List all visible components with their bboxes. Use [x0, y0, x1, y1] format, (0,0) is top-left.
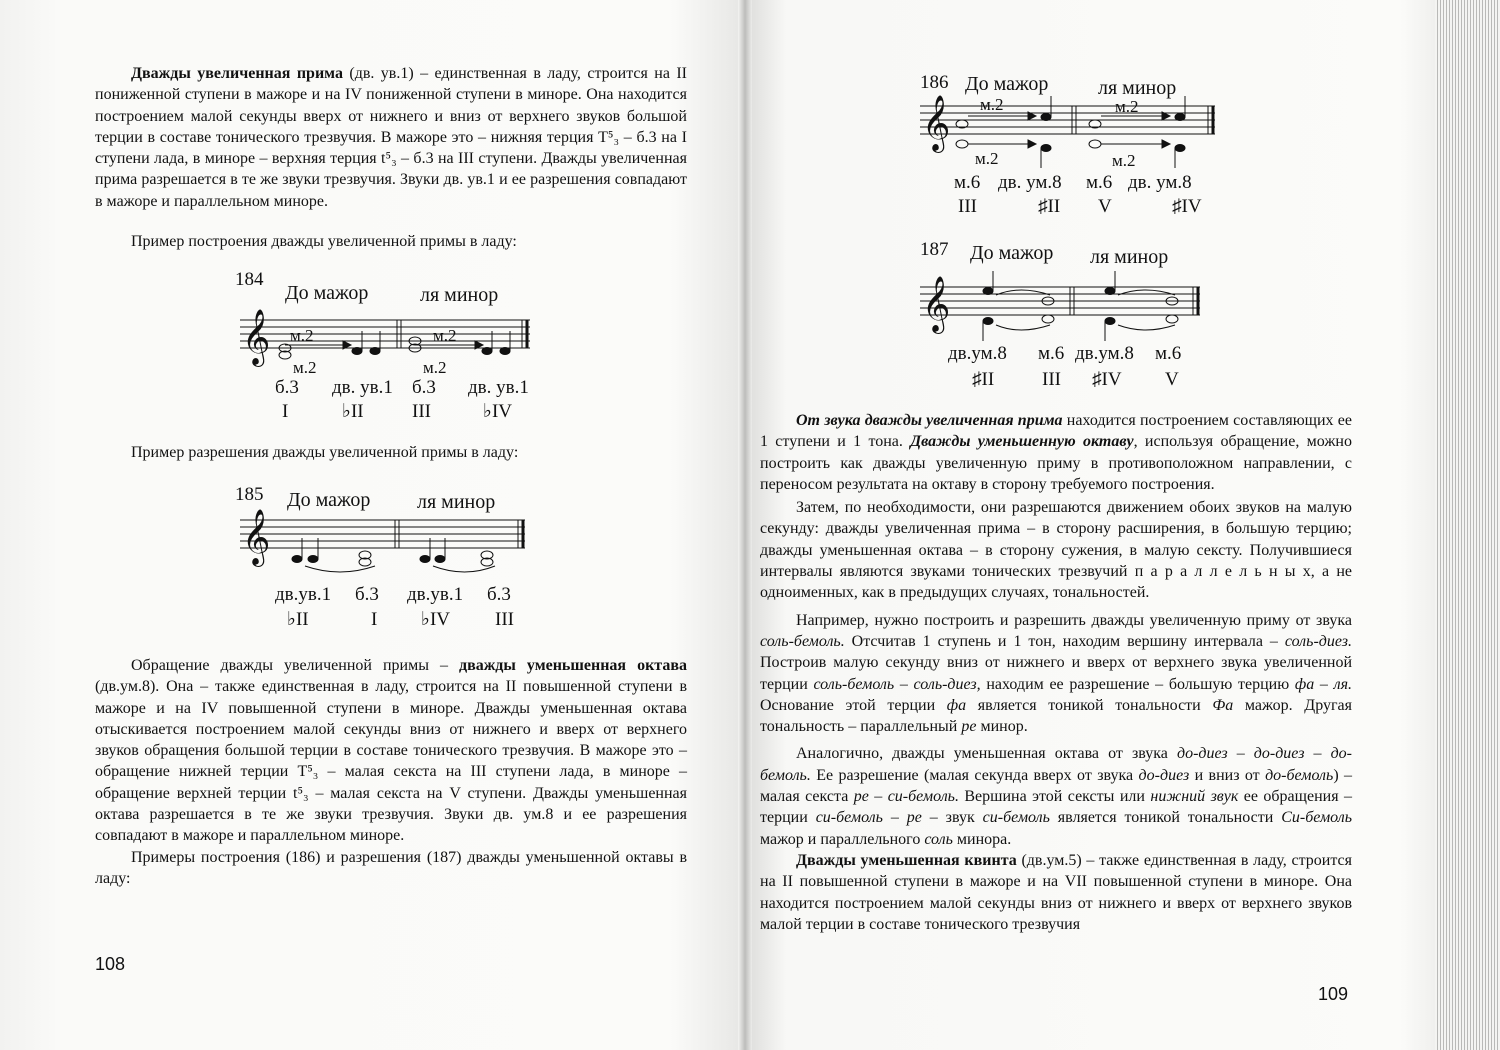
key-label-minor: ля минор [1090, 246, 1169, 268]
interval-m2-label: м.2 [1112, 151, 1136, 170]
note-name: си-бемоль [982, 809, 1050, 827]
paragraph-text: Ее разрешение (малая секунда вверх от звука [810, 766, 1139, 784]
caption-construction [95, 231, 687, 252]
notes-185 [292, 538, 495, 572]
degree-label: ♯IV [1092, 369, 1122, 390]
interval-label: дв. ум.8 [998, 172, 1062, 193]
paragraph-text: мажор и параллельного [760, 830, 925, 848]
term-bold: Дважды уменьшенная квинта [796, 851, 1017, 869]
paragraph-examples: Примеры построения (186) и разрешения (187) дважды уменьшенной октавы в ладу: [95, 848, 687, 887]
degree-label: I [282, 401, 289, 422]
degree-label: III [412, 401, 431, 422]
notes-187 [983, 271, 1178, 341]
key-label-major: До мажор [965, 73, 1049, 95]
example-number: 187 [920, 239, 949, 260]
interval-label: б.3 [412, 377, 436, 398]
interval-m2-label: м.2 [433, 326, 457, 345]
paragraph-double-diminished-octave [95, 655, 687, 889]
paragraph-text: является тоникой тональности [966, 696, 1213, 714]
note-name: Фа [1212, 696, 1234, 714]
interval-m2-label: м.2 [980, 95, 1004, 114]
page-number-left: 108 [95, 954, 126, 974]
paragraph-text: (дв. ув.1) – единственная в ладу, строится на II пониженной ступени в мажоре и на IV пониженной ступени в миноре. Она находится построением малой секунды вверх от нижнего и вниз от верхнего звуков большой терции в составе тонического трезвучия. В мажоре это – нижняя терция T⁵₃ – б.3 на I ступени лада, в миноре – верхняя терция t⁵₃ – б.3 на III ступени. Дважды увеличенная прима разрешается в те же звуки трезвучия. Звуки дв. ув.1 и ее разрешения совпадают в мажоре и параллельном миноре. [95, 65, 687, 210]
key-label-major: До мажор [970, 242, 1054, 264]
degree-label: ♭IV [483, 401, 513, 422]
interval-m2-label: м.2 [975, 149, 999, 168]
interval-label: м.6 [1038, 343, 1065, 364]
interval-label: дв.ум.8 [948, 343, 1007, 364]
paragraph-text: – звук [921, 809, 983, 827]
interval-label: дв.ум.8 [1075, 343, 1134, 364]
music-example-187 [920, 235, 1230, 390]
degree-label: ♯II [972, 369, 995, 390]
note-name: до-диез – до-диез – до-бемоль. [760, 745, 1353, 784]
paragraph-text: Аналогично, дважды уменьшенная октава от звука [796, 745, 1177, 763]
note-name: Си-бемоль [1281, 809, 1353, 827]
caption-text: Пример построения дважды увеличенной примы в ладу: [131, 233, 517, 250]
degree-label: I [371, 609, 378, 630]
interval-label: б.3 [487, 584, 511, 605]
degree-label: ♭II [287, 609, 309, 630]
example-number: 184 [235, 269, 264, 290]
interval-label: дв. ув.1 [468, 377, 529, 398]
note-name: ре [961, 718, 977, 736]
paragraph-text: (дв.ум.8). Она – также единственная в ладу, строится на II повышенной ступени в мажоре и на IV повышенной ступени в миноре. Дважды уменьшенная октава отыскивается построением малой секунды вниз от нижнего и вверх от верхнего звуков обращения большой терции в составе тонического трезвучия. В мажоре это – обращение нижней терции T⁵₃ – малая секста на III ступени лада, в миноре – обращение верхней терции t⁵₃ – малая секста на V ступени. Дважды уменьшенная октава разрешается в те же звуки трезвучия. Звуки дв. ум.8 и ее разрешения совпадают в мажоре и параллельном миноре. [95, 678, 687, 845]
note-name: соль [924, 830, 953, 848]
degree-label: V [1098, 196, 1112, 217]
interval-m2-label: м.2 [1115, 97, 1139, 116]
caption-text: Пример разрешения дважды увеличенной примы в ладу: [131, 444, 519, 461]
music-staff [240, 520, 525, 548]
paragraph-from-note [760, 410, 1352, 495]
key-label-minor: ля минор [417, 491, 496, 513]
treble-clef-icon: 𝄞 [242, 311, 271, 364]
paragraph-text: минор. [976, 718, 1028, 736]
degree-label: ♯II [1038, 196, 1061, 217]
paragraph-text: Например, нужно построить и разрешить дважды увеличенную приму от звука [796, 611, 1352, 629]
interval-label: м.6 [1155, 343, 1182, 364]
paragraph-text: Отсчитав 1 ступень и 1 тон, находим вершину интервала – [844, 632, 1285, 650]
treble-clef-icon: 𝄞 [922, 97, 951, 150]
interval-label: дв.ув.1 [407, 584, 464, 605]
key-label-minor: ля минор [1098, 77, 1177, 99]
key-label-major: До мажор [287, 489, 371, 511]
interval-label: дв. ум.8 [1128, 172, 1192, 193]
term-bold-italic: Дважды уменьшенную октаву [910, 433, 1134, 451]
interval-m2-label: м.2 [290, 326, 314, 345]
paragraph-text: минора. [952, 830, 1012, 848]
interval-label: дв. ув.1 [332, 377, 393, 398]
note-name: до-диез [1138, 766, 1190, 784]
interval-label: б.3 [275, 377, 299, 398]
interval-label: б.3 [355, 584, 379, 605]
paragraph-double-diminished-fifth [760, 850, 1352, 935]
term-bold-italic: От звука дважды увеличенная прима [796, 412, 1063, 429]
degree-label: ♭II [342, 401, 364, 422]
paragraph-text: и вниз от [1189, 766, 1266, 784]
note-name: соль-бемоль – соль-диез, [813, 675, 981, 693]
paragraph-text: , используя обращение, можно построить как дважды увеличенную приму в противоположном направлении, с переносом результата на октаву в сторону требуемого построения. [760, 433, 1352, 493]
right-page-text [760, 410, 1352, 935]
key-label-major: До мажор [285, 282, 369, 304]
note-name: ре – си-бемоль. [853, 788, 959, 806]
music-example-186 [920, 68, 1230, 218]
degree-label: III [1042, 369, 1061, 390]
book-gutter [738, 0, 752, 1050]
interval-label: м.6 [1086, 172, 1113, 193]
interval-m2-label: м.2 [293, 358, 317, 377]
note-name: фа [946, 696, 967, 714]
interval-label: м.6 [954, 172, 981, 193]
degree-label: III [495, 609, 514, 630]
degree-label: ♯IV [1172, 196, 1202, 217]
degree-label: ♭IV [421, 609, 451, 630]
paragraph-example-c-sharp [760, 743, 1352, 849]
paragraph-text: (дв.ум.5) – также единственная в ладу, строится на II повышенной ступени в мажоре и на VII повышенной ступени в миноре. Она находится построением малой секунды вниз от нижнего и вверх от верхнего звуков малой терции в составе тонического трезвучия [760, 851, 1353, 933]
treble-clef-icon: 𝄞 [922, 278, 951, 331]
paragraph-double-augmented-unison [95, 63, 687, 212]
paragraph-text: Обращение дважды увеличенной примы – [131, 657, 459, 674]
paragraph-text: находим ее разрешение – большую терцию [980, 675, 1295, 693]
note-name: соль-бемоль. [760, 632, 845, 650]
paragraph-text: Построив малую секунду вниз от нижнего и вверх от верхнего звука увеличенной терции [760, 654, 1352, 693]
example-number: 186 [920, 72, 949, 93]
note-name: си-бемоль – ре [815, 809, 922, 827]
note-name: до-бемоль [1265, 766, 1334, 784]
paragraph-example-g-flat [760, 610, 1352, 738]
degree-label: III [958, 196, 977, 217]
interval-m2-label: м.2 [423, 358, 447, 377]
page-number-right: 109 [1318, 984, 1349, 1004]
paragraph-resolution: Затем, по необходимости, они разрешаются движением обоих звуков на малую секунду: дважды увеличенная прима – в сторону расширения, в большую терцию; дважды уменьшенная октава – в сторону сужения, в малую сексту. Получившиеся интервалы являются звуками тонических трезвучий п а р а л л е л ь н ы х, а не одноименных, как в предыдущих случаях, тональностей. [760, 499, 1352, 602]
page-edges [1435, 0, 1500, 1050]
note-name: нижний звук [1150, 788, 1239, 806]
treble-clef-icon: 𝄞 [242, 511, 271, 564]
note-name: соль-диез. [1284, 632, 1352, 650]
paragraph-text: ) – малая секста [760, 766, 1353, 806]
term-bold: дважды уменьшенная октава [458, 657, 687, 674]
key-label-minor: ля минор [420, 284, 499, 306]
degree-label: V [1165, 369, 1179, 390]
caption-resolution [95, 442, 687, 463]
term-bold: Дважды увеличенная прима [131, 65, 343, 82]
note-name: фа – ля. [1294, 675, 1353, 693]
paragraph-text: является тоникой тональности [1049, 809, 1282, 827]
paragraph-text: находится построением составляющих ее 1 ступени и 1 тона. [760, 412, 1352, 451]
interval-label: дв.ув.1 [275, 584, 332, 605]
paragraph-text: Вершина этой сексты или [958, 788, 1151, 806]
paragraph-text: Основание этой терции [760, 696, 947, 714]
paragraph-text: мажор. Другая тональность – параллельный [760, 696, 1353, 736]
music-example-184 [225, 265, 555, 425]
music-example-185 [225, 480, 545, 635]
paragraph-text: ее обращения – терции [760, 788, 1352, 827]
example-number: 185 [235, 484, 264, 505]
